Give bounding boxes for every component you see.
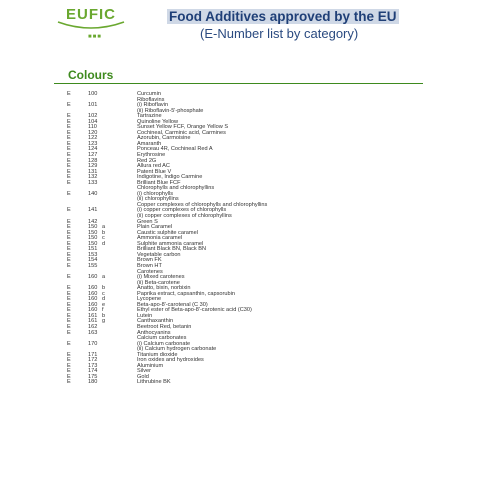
e-prefix: E xyxy=(67,124,71,131)
additive-name: Brilliant Blue FCF xyxy=(137,179,181,186)
e-number: 175 xyxy=(88,373,98,380)
additive-name: Curcumin xyxy=(137,91,161,97)
e-number: 160 xyxy=(88,307,98,314)
e-suffix: c xyxy=(102,235,105,242)
e-number: 150 xyxy=(88,229,98,236)
e-number: 122 xyxy=(88,135,98,142)
e-suffix: b xyxy=(102,229,106,236)
e-prefix: E xyxy=(67,146,71,153)
additive-name: Copper complexes of chlorophylls and chlorophyllins xyxy=(137,201,268,208)
additive-name: Brown FK xyxy=(137,257,162,264)
additive-name: (i) chlorophylls xyxy=(137,190,174,197)
e-prefix: E xyxy=(67,262,71,269)
e-number: 104 xyxy=(88,118,98,125)
e-number: 163 xyxy=(88,329,98,336)
e-suffix: a xyxy=(102,274,106,281)
e-prefix: E xyxy=(67,312,71,319)
additive-name: Red 2G xyxy=(137,157,157,164)
additive-name: Beetroot Red, betanin xyxy=(137,323,192,330)
e-prefix: E xyxy=(67,235,71,242)
additive-name: Brilliant Black BN, Black BN xyxy=(137,246,207,253)
e-number: 174 xyxy=(88,368,98,375)
e-prefix: E xyxy=(67,362,71,369)
eufic-logo xyxy=(56,6,126,40)
section-divider xyxy=(54,83,423,84)
e-prefix: E xyxy=(67,190,71,197)
e-number: 160 xyxy=(88,285,98,292)
e-prefix: E xyxy=(67,135,71,142)
additive-name: Sunset Yellow FCF, Orange Yellow S xyxy=(137,124,229,131)
logo-text: EUFIC xyxy=(66,6,116,23)
e-number: 151 xyxy=(88,246,98,253)
e-number: 102 xyxy=(88,113,98,120)
additive-name: Lycopene xyxy=(137,296,162,303)
e-number: 127 xyxy=(88,152,98,159)
e-number: 160 xyxy=(88,290,98,297)
additive-list xyxy=(0,92,480,386)
e-prefix: E xyxy=(67,373,71,380)
additive-name: Aluminium xyxy=(137,362,164,369)
additive-name: (i) Mixed carotenes xyxy=(137,274,185,281)
e-number: 131 xyxy=(88,168,98,175)
e-prefix: E xyxy=(67,323,71,330)
e-number: 140 xyxy=(88,190,98,197)
e-prefix: E xyxy=(67,246,71,253)
additive-name: Chlorophylls and chlorophyllins xyxy=(137,185,215,192)
e-number: 161 xyxy=(88,318,98,325)
e-number: 132 xyxy=(88,174,98,181)
additive-name: Canthaxanthin xyxy=(137,318,174,325)
additive-name: Silver xyxy=(137,368,151,375)
e-prefix: E xyxy=(67,157,71,164)
e-prefix: E xyxy=(67,240,71,247)
additive-name: Indigotine, Indigo Carmine xyxy=(137,174,203,181)
e-prefix: E xyxy=(67,357,71,364)
e-number: 123 xyxy=(88,140,98,147)
e-prefix: E xyxy=(67,140,71,147)
additive-name: Carotenes xyxy=(137,268,163,275)
additive-name: Amaranth xyxy=(137,140,162,147)
e-prefix: E xyxy=(67,224,71,231)
e-suffix: f xyxy=(102,307,104,314)
list-item xyxy=(0,380,480,386)
additive-name: Lutein xyxy=(137,312,153,319)
additive-name: Brown HT xyxy=(137,262,162,269)
e-number: 128 xyxy=(88,157,98,164)
e-number: 101 xyxy=(88,102,98,109)
document-title: Food Additives approved by the EU xyxy=(169,9,397,24)
logo-swoosh-icon xyxy=(56,18,126,34)
e-prefix: E xyxy=(67,179,71,186)
additive-name: Ammonia caramel xyxy=(137,235,183,242)
e-prefix: E xyxy=(67,351,71,358)
e-number: 150 xyxy=(88,235,98,242)
e-suffix: e xyxy=(102,301,106,308)
additive-name: (ii) chlorophyllins xyxy=(137,196,179,203)
additive-name: Anatto, bixin, norbixin xyxy=(137,285,191,292)
e-suffix: g xyxy=(102,318,106,325)
e-prefix: E xyxy=(67,329,71,336)
additive-name: Cochineal, Carminic acid, Carmines xyxy=(137,129,226,136)
e-suffix: c xyxy=(102,290,105,297)
logo-dots-icon: ■■■ xyxy=(88,34,102,40)
e-prefix: E xyxy=(67,257,71,264)
additive-name: Allura red AC xyxy=(137,163,170,170)
e-prefix: E xyxy=(67,379,71,386)
e-number: 124 xyxy=(88,146,98,153)
additive-name: Quinoline Yellow xyxy=(137,118,179,125)
e-number: 141 xyxy=(88,207,98,214)
e-number: 173 xyxy=(88,362,98,369)
e-prefix: E xyxy=(67,174,71,181)
additive-name: (ii) copper complexes of chlorophyllins xyxy=(137,213,232,220)
e-number: 142 xyxy=(88,218,98,225)
additive-name: Paprika extract, capsanthin, capsorubin xyxy=(137,290,235,297)
e-number: 155 xyxy=(88,262,98,269)
e-number: 150 xyxy=(88,224,98,231)
e-number: 162 xyxy=(88,323,98,330)
e-prefix: E xyxy=(67,274,71,281)
e-number: 153 xyxy=(88,251,98,258)
e-number: 110 xyxy=(88,124,97,131)
e-number: 100 xyxy=(88,91,98,97)
section-title-colours: Colours xyxy=(68,68,114,82)
e-prefix: E xyxy=(67,285,71,292)
e-prefix: E xyxy=(67,251,71,258)
e-prefix: E xyxy=(67,91,71,97)
additive-name: Ethyl ester of Beta-apo-8'-carotenic acid (C30) xyxy=(137,307,252,314)
e-prefix: E xyxy=(67,229,71,236)
additive-name: Titanium dioxide xyxy=(137,351,178,358)
additive-name: (i) Riboflavin xyxy=(137,102,169,109)
e-prefix: E xyxy=(67,301,71,308)
e-prefix: E xyxy=(67,168,71,175)
additive-name: (ii) Beta-carotene xyxy=(137,279,180,286)
e-number: 154 xyxy=(88,257,98,264)
e-suffix: a xyxy=(102,224,106,231)
e-prefix: E xyxy=(67,207,71,214)
additive-name: Plain Caramel xyxy=(137,224,173,231)
e-prefix: E xyxy=(67,152,71,159)
e-prefix: E xyxy=(67,340,71,347)
additive-name: Lithrubine BK xyxy=(137,379,171,386)
e-number: 129 xyxy=(88,163,98,170)
e-prefix: E xyxy=(67,296,71,303)
additive-name: (ii) Riboflavin-5'-phosphate xyxy=(137,107,204,114)
additive-name: Tartrazine xyxy=(137,113,162,120)
e-number: 120 xyxy=(88,129,98,136)
e-number: 171 xyxy=(88,351,98,358)
additive-name: Caustic sulphite caramel xyxy=(137,229,198,236)
additive-name: Anthocyanins xyxy=(137,329,171,336)
e-suffix: d xyxy=(102,240,106,247)
e-suffix: b xyxy=(102,312,106,319)
additive-name: Patent Blue V xyxy=(137,168,172,175)
additive-name: Vegetable carbon xyxy=(137,251,181,258)
additive-name: Green S xyxy=(137,218,158,225)
additive-name: Riboflavins xyxy=(137,96,165,103)
additive-name: Erythrosine xyxy=(137,152,166,159)
e-number: 172 xyxy=(88,357,98,364)
e-suffix: b xyxy=(102,285,106,292)
e-prefix: E xyxy=(67,163,71,170)
additive-name: Sulphite ammonia caramel xyxy=(137,240,204,247)
e-prefix: E xyxy=(67,318,71,325)
e-prefix: E xyxy=(67,129,71,136)
e-prefix: E xyxy=(67,307,71,314)
e-prefix: E xyxy=(67,118,71,125)
additive-name: Ponceau 4R, Cochineal Red A xyxy=(137,146,213,153)
document-subtitle: (E-Number list by category) xyxy=(200,26,359,41)
e-prefix: E xyxy=(67,102,71,109)
e-number: 161 xyxy=(88,312,98,319)
additive-name: Gold xyxy=(137,373,149,380)
e-number: 180 xyxy=(88,379,98,386)
e-number: 170 xyxy=(88,340,98,347)
additive-name: Calcium carbonates xyxy=(137,335,187,342)
additive-name: Iron oxides and hydroxides xyxy=(137,357,204,364)
e-prefix: E xyxy=(67,113,71,120)
e-number: 160 xyxy=(88,274,98,281)
e-prefix: E xyxy=(67,368,71,375)
additive-name: (ii) Calcium hydrogen carbonate xyxy=(137,346,217,353)
e-number: 160 xyxy=(88,301,98,308)
e-number: 160 xyxy=(88,296,98,303)
additive-name: (i) Calcium carbonate xyxy=(137,340,191,347)
e-number: 150 xyxy=(88,240,98,247)
e-suffix: d xyxy=(102,296,106,303)
additive-name: Beta-apo-8'-carotenal (C 30) xyxy=(137,301,208,308)
additive-name: Azorubin, Carmoisine xyxy=(137,135,191,142)
additive-name: (i) copper complexes of chlorophylls xyxy=(137,207,227,214)
e-prefix: E xyxy=(67,290,71,297)
e-number: 133 xyxy=(88,179,98,186)
e-prefix: E xyxy=(67,218,71,225)
